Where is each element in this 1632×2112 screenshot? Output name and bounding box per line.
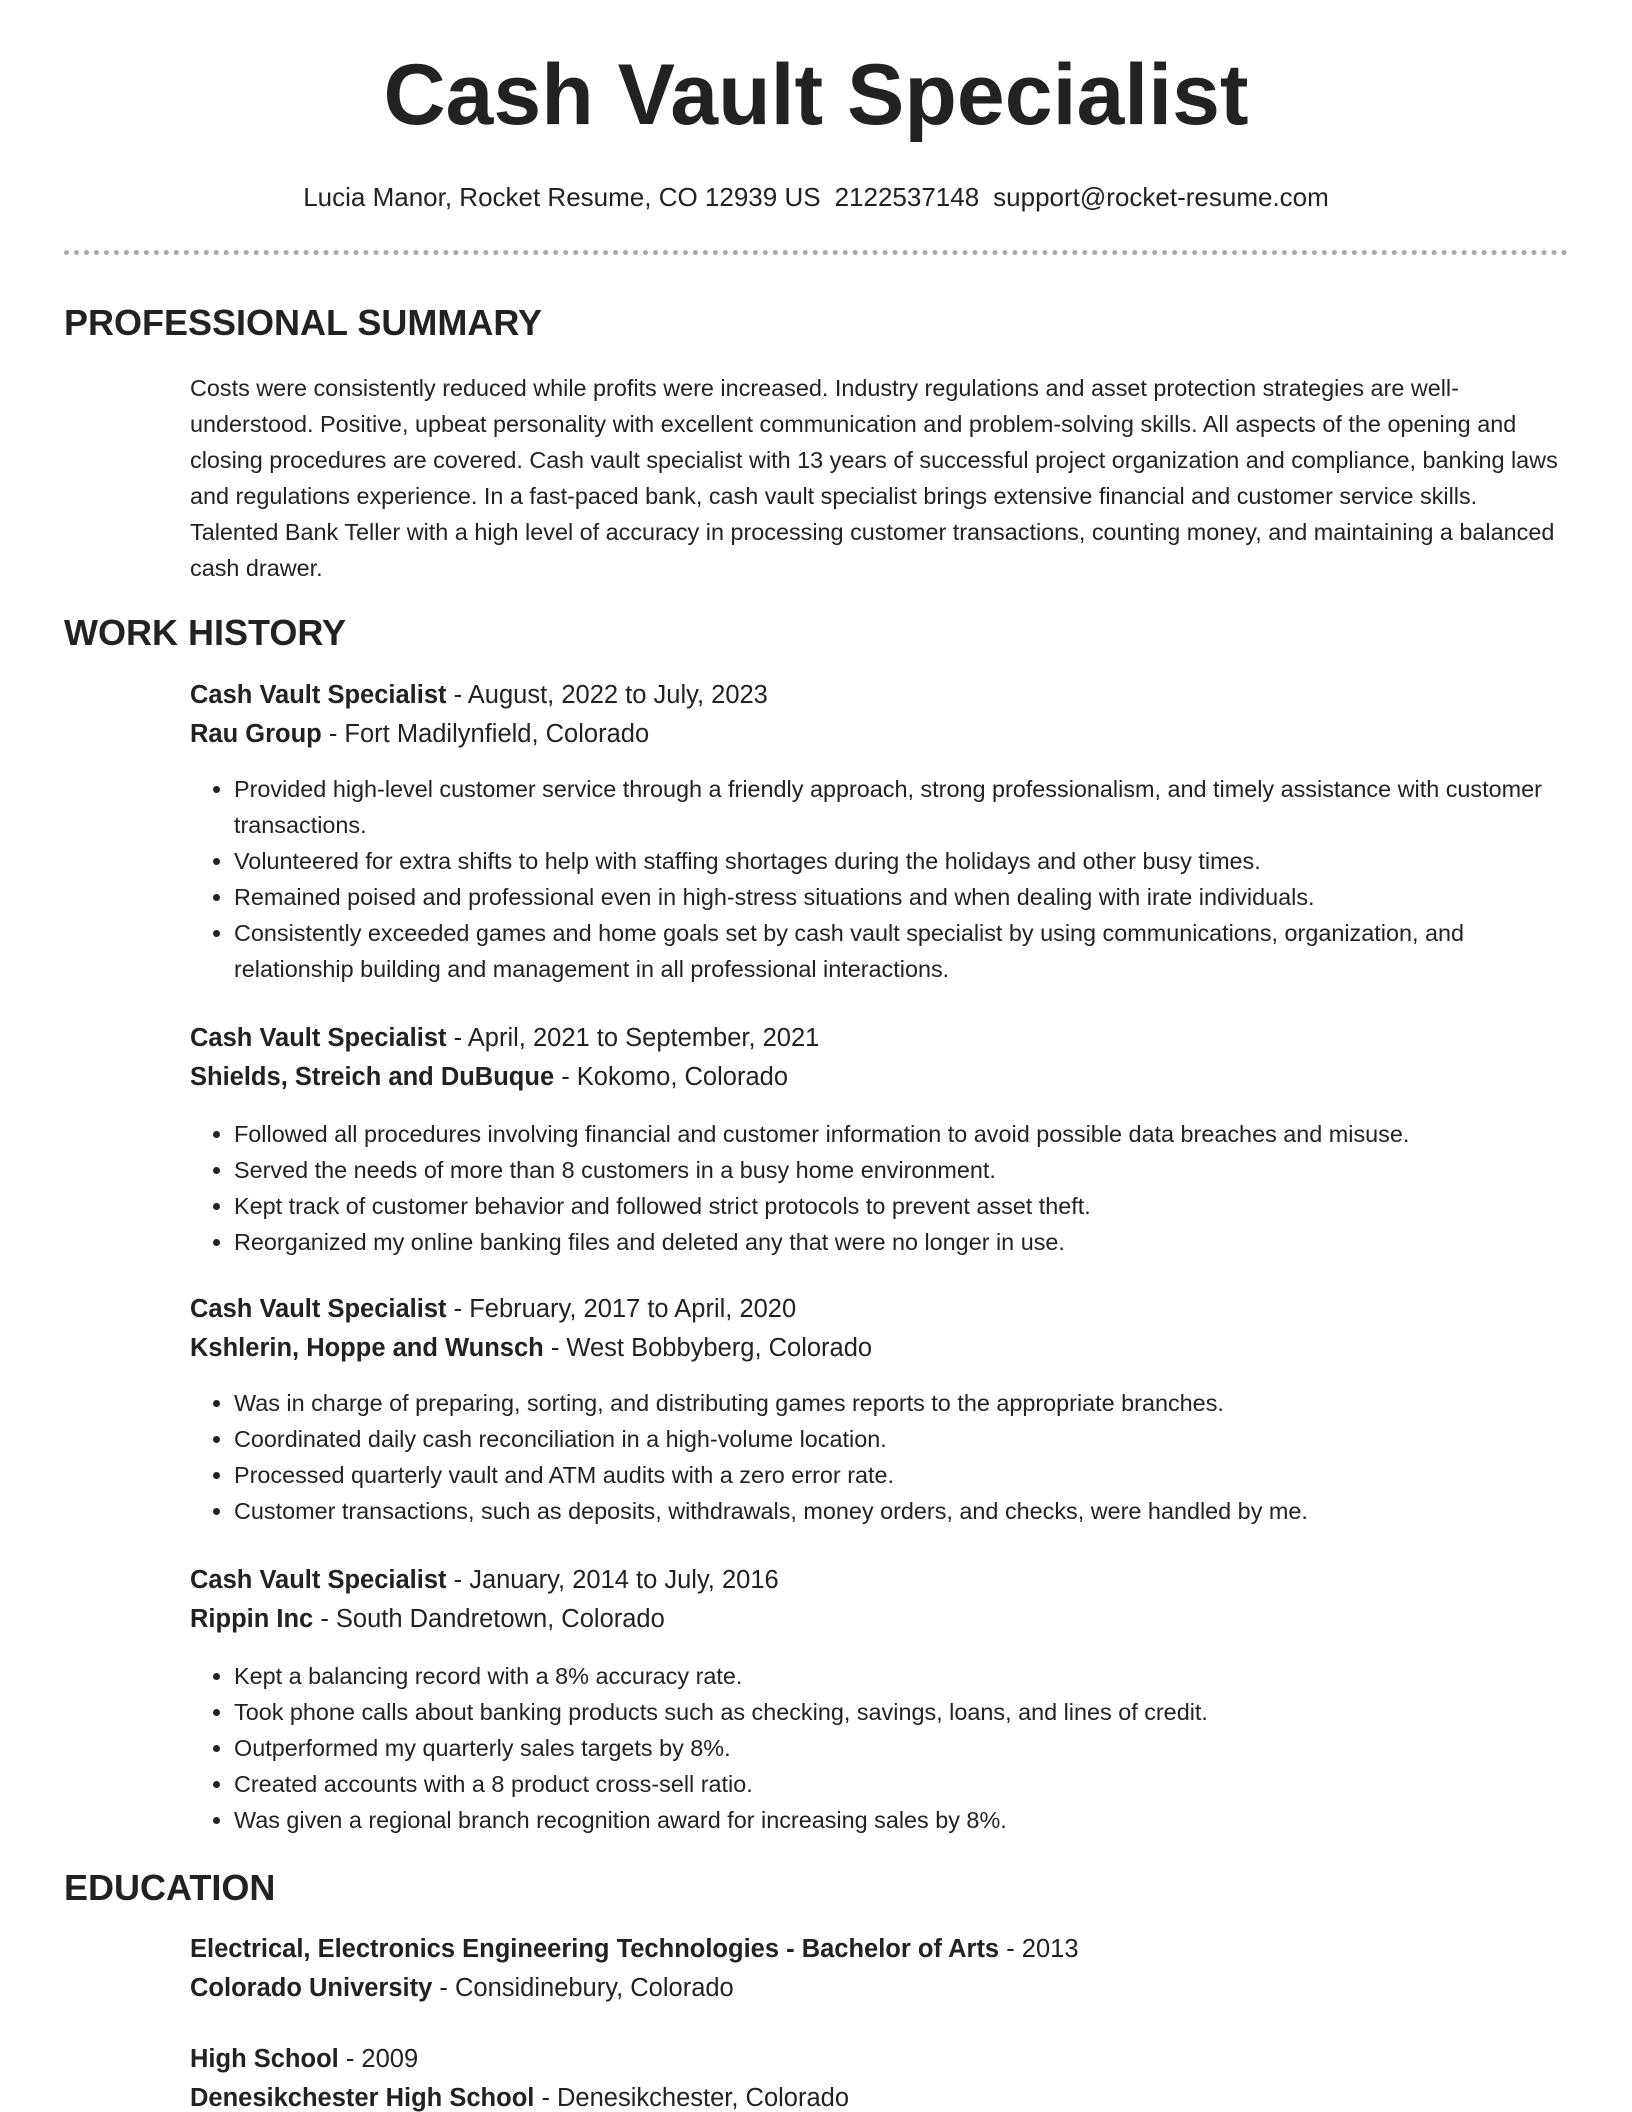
contact-line bbox=[0, 184, 1632, 210]
job-bullet: • Served the needs of more than 8 customers in a busy home environment. bbox=[234, 1152, 1568, 1188]
job-location: - South Dandretown, Colorado bbox=[313, 1605, 665, 1633]
job-bullet: • Kept a balancing record with a 8% accuracy rate. bbox=[234, 1658, 1568, 1694]
job-bullet: • Followed all procedures involving financial and customer information to avoid possible data breaches and misuse. bbox=[234, 1116, 1568, 1152]
contact-address: Lucia Manor, Rocket Resume, CO 12939 US bbox=[303, 182, 821, 212]
job-company-line bbox=[190, 1607, 1568, 1646]
job-company: Rippin Inc bbox=[190, 1605, 314, 1633]
resume-title: Cash Vault Specialist bbox=[383, 47, 1249, 143]
job-bullet: • Created accounts with a 8 product cross-sell ratio. bbox=[234, 1766, 1568, 1802]
job-company: Shields, Streich and DuBuque bbox=[190, 1063, 555, 1091]
job-bullet: • Took phone calls about banking products such as checking, savings, loans, and lines of credit. bbox=[234, 1694, 1568, 1730]
education-degree: Electrical, Electronics Engineering Technologies - Bachelor of Arts bbox=[190, 1935, 1000, 1963]
education-school: Denesikchester High School bbox=[190, 2086, 535, 2112]
education-location: - Denesikchester, Colorado bbox=[534, 2086, 850, 2112]
job-location: - West Bobbyberg, Colorado bbox=[543, 1334, 873, 1362]
job-bullet: • Was in charge of preparing, sorting, and distributing games reports to the appropriate branches. bbox=[234, 1385, 1568, 1421]
job-entry bbox=[190, 1026, 1568, 1260]
education-degree-line bbox=[190, 1937, 1568, 1976]
education-heading: EDUCATION bbox=[64, 1867, 276, 1908]
job-location: - Fort Madilynfield, Colorado bbox=[321, 720, 650, 748]
job-title: Cash Vault Specialist bbox=[190, 1024, 447, 1052]
job-dates: - February, 2017 to April, 2020 bbox=[446, 1295, 797, 1323]
job-location: - Kokomo, Colorado bbox=[554, 1063, 788, 1091]
job-bullet: • Reorganized my online banking files and deleted any that were no longer in use. bbox=[234, 1224, 1568, 1260]
job-title: Cash Vault Specialist bbox=[190, 1566, 447, 1594]
contact-phone: 2122537148 bbox=[834, 182, 980, 212]
job-dates: - April, 2021 to September, 2021 bbox=[446, 1024, 820, 1052]
education-year: - 2013 bbox=[999, 1935, 1079, 1963]
job-bullets bbox=[190, 1658, 1568, 1838]
job-company-line bbox=[190, 1065, 1568, 1104]
education-year: - 2009 bbox=[338, 2045, 419, 2073]
job-bullet: • Processed quarterly vault and ATM audits with a zero error rate. bbox=[234, 1457, 1568, 1493]
job-title-line bbox=[190, 1026, 1568, 1065]
job-bullets bbox=[190, 1385, 1568, 1529]
job-bullet: • Provided high-level customer service through a friendly approach, strong professionalism, and timely assistance with customer transactions. bbox=[234, 771, 1568, 843]
job-bullet: • Outperformed my quarterly sales targets by 8%. bbox=[234, 1730, 1568, 1766]
job-title-line bbox=[190, 1568, 1568, 1607]
education-entry bbox=[190, 1937, 1568, 2015]
job-dates: - August, 2022 to July, 2023 bbox=[446, 681, 768, 709]
job-company: Rau Group bbox=[190, 720, 322, 748]
summary-text: Costs were consistently reduced while profits were increased. Industry regulations and asset protection strategies are well-understood. Positive, upbeat personality with excellent communication and problem-solving skills. All aspects of the opening and closing procedures are covered. Cash vault specialist with 13 years of successful project organization and compliance, banking laws and regulations experience. In a fast-paced bank, cash vault specialist brings extensive financial and customer service skills. Talented Bank Teller with a high level of accuracy in processing customer transactions, counting money, and maintaining a balanced cash drawer. bbox=[190, 375, 1558, 581]
summary-heading: PROFESSIONAL SUMMARY bbox=[64, 302, 543, 343]
job-bullet: • Remained poised and professional even in high-stress situations and when dealing with irate individuals. bbox=[234, 879, 1568, 915]
job-company: Kshlerin, Hoppe and Wunsch bbox=[190, 1334, 544, 1362]
education-school: Colorado University bbox=[190, 1974, 433, 2002]
job-company-line bbox=[190, 722, 1568, 761]
job-bullets bbox=[190, 771, 1568, 987]
job-company-line bbox=[190, 1336, 1568, 1375]
job-entry bbox=[190, 1297, 1568, 1529]
education-location: - Considinebury, Colorado bbox=[432, 1974, 734, 2002]
job-bullet: • Was given a regional branch recognition award for increasing sales by 8%. bbox=[234, 1802, 1568, 1838]
education-entry bbox=[190, 2047, 1568, 2112]
work-history-heading: WORK HISTORY bbox=[64, 612, 347, 653]
job-bullet: • Volunteered for extra shifts to help with staffing shortages during the holidays and other busy times. bbox=[234, 843, 1568, 879]
job-title: Cash Vault Specialist bbox=[190, 1295, 447, 1323]
job-title-line bbox=[190, 683, 1568, 722]
header-divider bbox=[64, 250, 1568, 255]
education-degree: High School bbox=[190, 2045, 339, 2073]
education-school-line bbox=[190, 2086, 1568, 2112]
job-bullet: • Consistently exceeded games and home goals set by cash vault specialist by using communications, organization, and relationship building and management in all professional interactions. bbox=[234, 915, 1568, 987]
job-title-line bbox=[190, 1297, 1568, 1336]
job-dates: - January, 2014 to July, 2016 bbox=[446, 1566, 779, 1594]
job-bullet: • Kept track of customer behavior and followed strict protocols to prevent asset theft. bbox=[234, 1188, 1568, 1224]
job-bullet: • Coordinated daily cash reconciliation in a high-volume location. bbox=[234, 1421, 1568, 1457]
education-school-line bbox=[190, 1976, 1568, 2015]
job-bullets bbox=[190, 1116, 1568, 1260]
job-entry bbox=[190, 1568, 1568, 1838]
education-degree-line bbox=[190, 2047, 1568, 2086]
job-title: Cash Vault Specialist bbox=[190, 681, 447, 709]
contact-email: support@rocket-resume.com bbox=[993, 182, 1329, 212]
job-bullet: • Customer transactions, such as deposits, withdrawals, money orders, and checks, were handled by me. bbox=[234, 1493, 1568, 1529]
job-entry bbox=[190, 683, 1568, 987]
